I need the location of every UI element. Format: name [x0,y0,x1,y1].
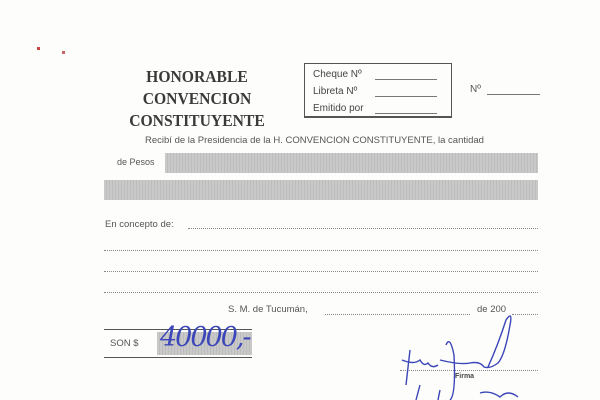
year-label: de 200 [477,304,507,315]
place-label: S. M. de Tucumán, [228,304,308,315]
title-line-1: HONORABLE CONVENCION [142,67,252,108]
libreta-field[interactable] [375,96,437,97]
emitido-field[interactable] [375,113,437,114]
number-label: Nº [470,84,481,95]
title-line-2: CONSTITUYENTE [129,111,265,130]
concept-line[interactable] [188,228,538,229]
red-mark [37,47,40,50]
concept-line[interactable] [104,271,538,272]
cheque-label: Cheque Nº [313,69,362,80]
concept-line[interactable] [104,292,538,293]
concept-line[interactable] [104,250,538,251]
amount-words-field-1[interactable] [165,153,538,173]
amount-handwritten: 40000,- [160,322,250,353]
divider [104,357,252,358]
red-mark [62,51,65,54]
signature-label: Firma [455,373,475,380]
handwritten-signature [380,305,540,400]
institution-title [105,66,289,132]
son-label: SON $ [110,338,139,349]
payment-info-box [304,63,452,118]
libreta-label: Libreta Nº [313,86,358,97]
amount-words-field-2[interactable] [104,180,538,200]
received-text: Recibí de la Presidencia de la H. CONVENCION CONSTITUYENTE, la cantidad [145,135,484,146]
concept-label: En concepto de: [105,219,174,230]
cheque-field[interactable] [375,79,437,80]
emitido-label: Emitido por [313,103,364,114]
number-field[interactable] [487,94,540,95]
pesos-label: de Pesos [117,157,155,167]
